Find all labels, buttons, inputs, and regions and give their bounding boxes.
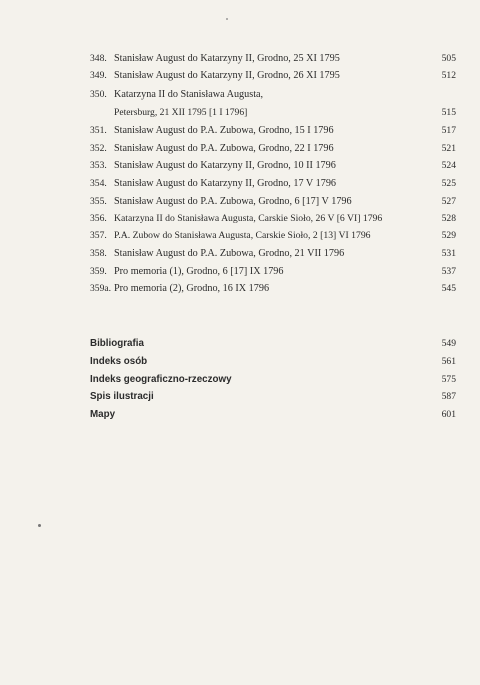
toc-entry-358 (90, 248, 456, 260)
section-page: 561 (441, 356, 456, 367)
section-title: Bibliografia (90, 338, 144, 349)
entry-number: 352. (90, 143, 107, 154)
entry-number: 357. (90, 230, 107, 241)
entry-page: 545 (441, 283, 456, 294)
entry-number: 350. (90, 89, 107, 100)
entry-page: 505 (441, 53, 456, 64)
toc-entry-351 (90, 125, 456, 137)
entry-title: Katarzyna II do Stanisława Augusta, Carskie Sioło, 26 V [6 VI] 1796 (114, 213, 383, 224)
section-title: Spis ilustracji (90, 391, 154, 402)
toc-entry-349 (90, 70, 456, 82)
paper-speck (38, 524, 41, 527)
entry-page: 512 (441, 70, 456, 81)
toc-section-mapy (90, 409, 456, 421)
section-page: 575 (441, 374, 456, 385)
entry-title: Pro memoria (2), Grodno, 16 IX 1796 (114, 283, 270, 294)
paper-speck (226, 18, 228, 20)
entry-title: P.A. Zubow do Stanisława Augusta, Carskie Sioło, 2 [13] VI 1796 (114, 230, 371, 241)
entry-page: 528 (441, 213, 456, 224)
entry-number: 349. (90, 70, 107, 81)
toc-section-indeks-geograficzno-rzeczowy (90, 374, 456, 386)
entry-page: 521 (441, 143, 456, 154)
entry-title: Stanisław August do P.A. Zubowa, Grodno, 15 I 1796 (114, 125, 334, 136)
entry-page: 529 (441, 230, 456, 241)
entry-title: Stanisław August do P.A. Zubowa, Grodno, 6 [17] V 1796 (114, 196, 352, 207)
section-page: 587 (441, 391, 456, 402)
entry-number: 355. (90, 196, 107, 207)
toc-entry-356 (90, 213, 456, 225)
entry-page: 531 (441, 248, 456, 259)
toc-entry-355 (90, 196, 456, 208)
toc-entry-359a (90, 283, 456, 295)
entry-number: 348. (90, 53, 107, 64)
entry-title: Pro memoria (1), Grodno, 6 [17] IX 1796 (114, 266, 284, 277)
entry-title-continuation: Petersburg, 21 XII 1795 [1 I 1796] (114, 107, 248, 118)
entry-number: 354. (90, 178, 107, 189)
entry-page: 524 (441, 160, 456, 171)
entry-title: Katarzyna II do Stanisława Augusta, (114, 89, 264, 100)
entry-number: 359. (90, 266, 107, 277)
toc-entry-350 (90, 89, 456, 119)
toc-section-spis-ilustracji (90, 391, 456, 403)
entry-number: 356. (90, 213, 107, 224)
entry-page: 515 (441, 107, 456, 118)
entry-title: Stanisław August do P.A. Zubowa, Grodno, 22 I 1796 (114, 143, 334, 154)
entry-title: Stanisław August do Katarzyny II, Grodno, 25 XI 1795 (114, 53, 340, 64)
entry-title: Stanisław August do Katarzyny II, Grodno, 17 V 1796 (114, 178, 337, 189)
toc-entry-353 (90, 160, 456, 172)
section-title: Indeks osób (90, 356, 148, 367)
section-title: Indeks geograficzno-rzeczowy (90, 374, 232, 385)
entry-page: 527 (441, 196, 456, 207)
toc-section-indeks-osob (90, 356, 456, 368)
section-title: Mapy (90, 409, 116, 420)
entry-number: 351. (90, 125, 107, 136)
toc-section-bibliografia (90, 338, 456, 350)
section-page: 601 (441, 409, 456, 420)
toc-entry-359 (90, 266, 456, 278)
toc-entry-348 (90, 53, 456, 65)
entry-page: 537 (441, 266, 456, 277)
entry-title: Stanisław August do Katarzyny II, Grodno, 26 XI 1795 (114, 70, 340, 81)
section-page: 549 (441, 338, 456, 349)
entry-number: 353. (90, 160, 107, 171)
entry-page: 525 (441, 178, 456, 189)
toc-entry-357 (90, 230, 456, 242)
entry-page: 517 (441, 125, 456, 136)
entry-number: 358. (90, 248, 107, 259)
toc-entry-354 (90, 178, 456, 190)
entry-number: 359a. (90, 283, 112, 294)
entry-title: Stanisław August do P.A. Zubowa, Grodno, 21 VII 1796 (114, 248, 345, 259)
entry-title: Stanisław August do Katarzyny II, Grodno, 10 II 1796 (114, 160, 336, 171)
toc-entry-352 (90, 143, 456, 155)
